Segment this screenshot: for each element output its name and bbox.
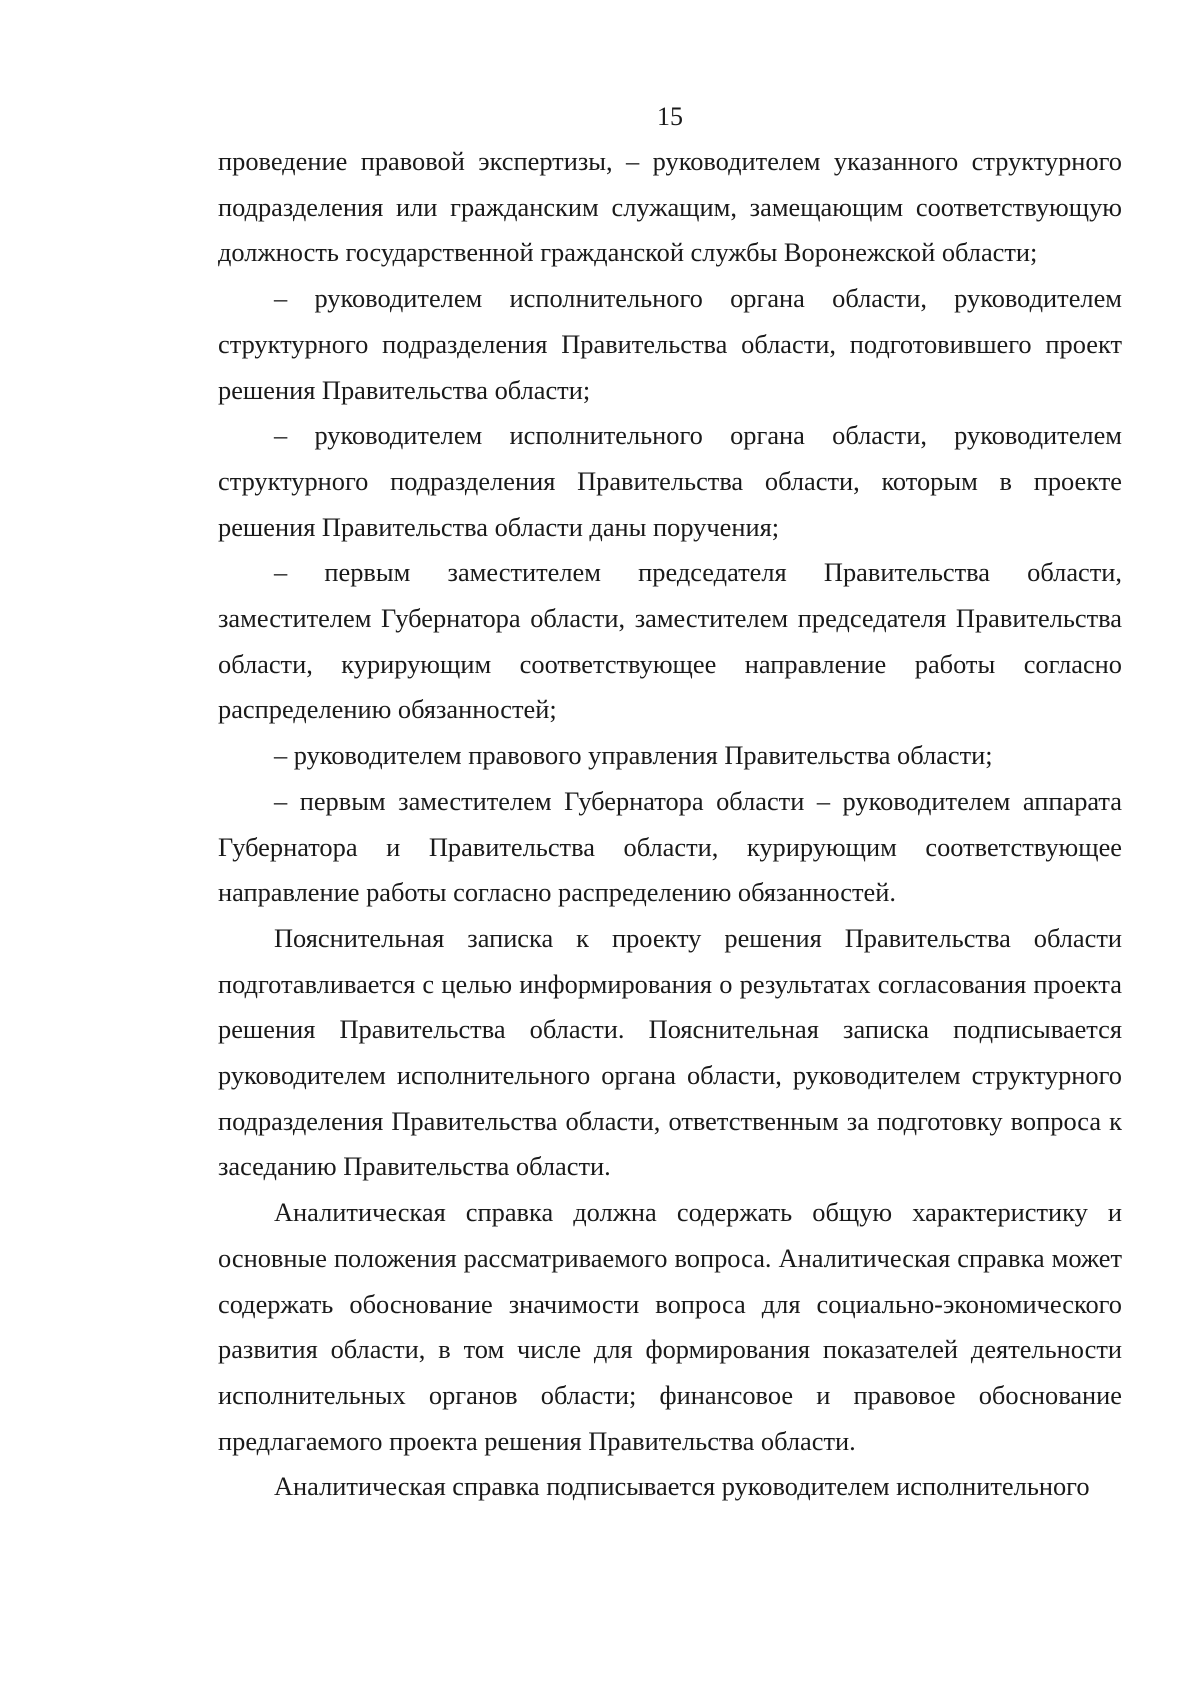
page-number: 15 xyxy=(657,102,683,131)
document-body xyxy=(218,139,1122,1510)
paragraph-list-item-legal-department-head: – руководителем правового управления Правительства области; xyxy=(274,740,993,771)
paragraph-list-item-executive-body-assigned: – руководителем исполнительного органа области, руководителем структурного подразделения Правительства области, которым в проекте решения Правительства области даны поручения; xyxy=(218,420,1122,542)
paragraph-list-item-deputy-chairman: – первым заместителем председателя Правительства области, заместителем Губернатора области, заместителем председателя Правительства области, курирующим соответствующее направление работы согласно распределению обязанностей; xyxy=(218,557,1122,725)
paragraph-analytical-report-signature: Аналитическая справка подписывается руководителем исполнительного xyxy=(274,1471,1090,1502)
paragraph-legal-review-continuation: проведение правовой экспертизы, – руководителем указанного структурного подразделения или гражданским служащим, замещающим соответствующую должность государственной гражданской службы Воронежской области; xyxy=(218,146,1122,268)
paragraph-list-item-executive-body-preparer: – руководителем исполнительного органа области, руководителем структурного подразделения Правительства области, подготовившего проект решения Правительства области; xyxy=(218,283,1122,405)
paragraph-analytical-report-content: Аналитическая справка должна содержать общую характеристику и основные положения рассматриваемого вопроса. Аналитическая справка может содержать обоснование значимости вопроса для социально-экономического развития области, в том числе для формирования показателей деятельности исполнительных органов области; финансовое и правовое обоснование предлагаемого проекта решения Правительства области. xyxy=(218,1197,1122,1456)
paragraph-list-item-first-deputy-governor: – первым заместителем Губернатора области – руководителем аппарата Губернатора и Правительства области, курирующим соответствующее направление работы согласно распределению обязанностей. xyxy=(218,785,1122,908)
paragraph-explanatory-note: Пояснительная записка к проекту решения Правительства области подготавливается с целью информирования о результатах согласования проекта решения Правительства области. Пояснительная записка подписывается руководителем исполнительного органа области, руководителем структурного подразделения Правительства области, ответственным за подготовку вопроса к заседанию Правительства области. xyxy=(218,922,1122,1182)
